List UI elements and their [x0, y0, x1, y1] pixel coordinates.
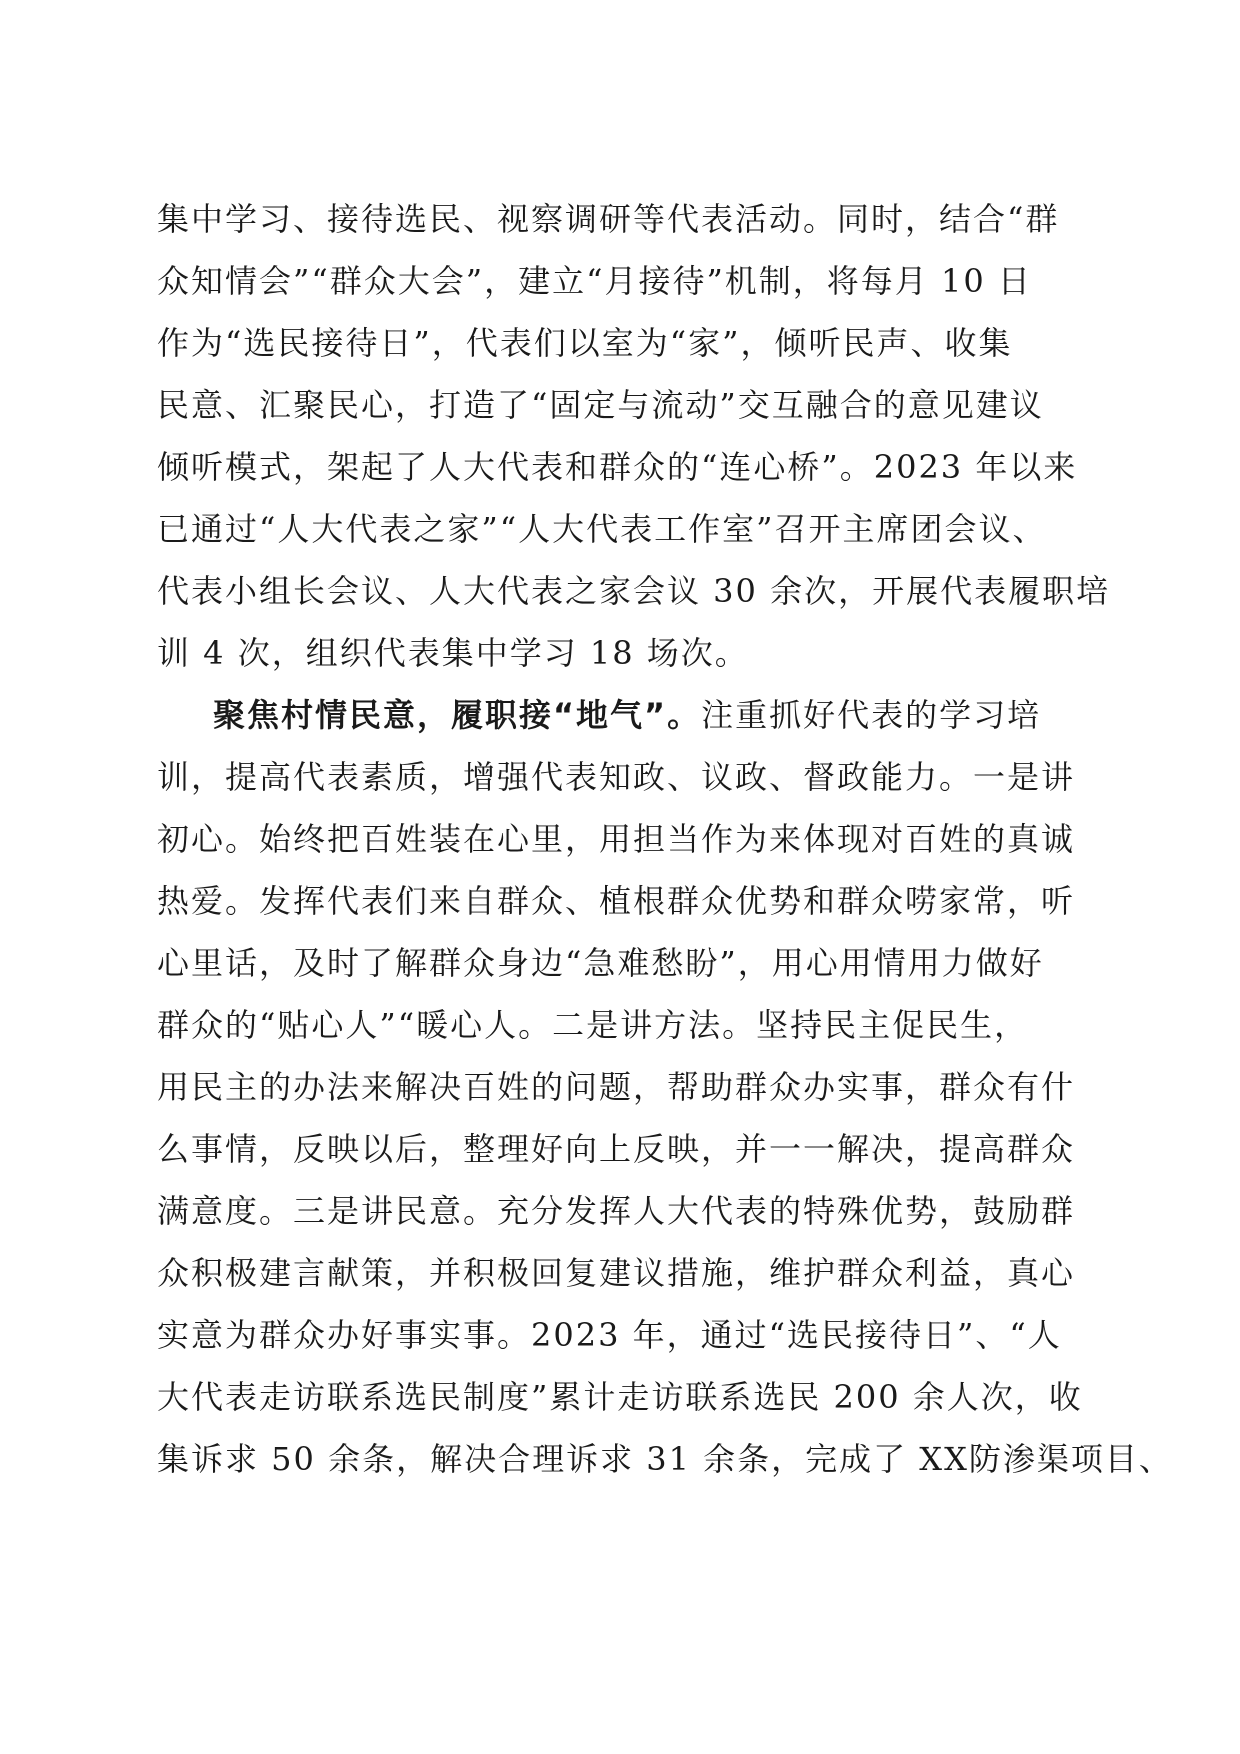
- text-line: 初心。始终把百姓装在心里，用担当作为来体现对百姓的真诚: [157, 820, 1076, 858]
- text-line: 么事情，反映以后，整理好向上反映，并一一解决，提高群众: [157, 1130, 1076, 1168]
- text-line: 大代表走访联系选民制度”累计走访联系选民 200 余人次，收: [157, 1378, 1083, 1416]
- text-line: 集中学习、接待选民、视察调研等代表活动。同时，结合“群: [157, 200, 1060, 238]
- paragraph-heading: 聚焦村情民意，履职接“地气”。: [213, 696, 702, 734]
- text-line: [157, 684, 1097, 746]
- text-run: 集诉求 50 余条，解决合理诉求 31 余条，完成了 XX: [157, 1440, 969, 1478]
- text-line: 满意度。三是讲民意。充分发挥人大代表的特殊优势，鼓励群: [157, 1192, 1076, 1230]
- paragraph-2: [157, 684, 1173, 1490]
- text-line: 训，提高代表素质，增强代表知政、议政、督政能力。一是讲: [157, 758, 1076, 796]
- text-line: 众积极建言献策，并积极回复建议措施，维护群众利益，真心: [157, 1254, 1076, 1292]
- text-line: 众知情会”“群众大会”，建立“月接待”机制，将每月 10 日: [157, 262, 1032, 300]
- text-run: 注重抓好代表的学习培: [701, 696, 1042, 734]
- text-line: 训 4 次，组织代表集中学习 18 场次。: [157, 634, 749, 672]
- text-line: 代表小组长会议、人大代表之家会议 30 余次，开展代表履职培: [157, 572, 1111, 610]
- text-line: 心里话，及时了解群众身边“急难愁盼”，用心用情用力做好: [157, 944, 1044, 982]
- text-line: 民意、汇聚民心，打造了“固定与流动”交互融合的意见建议: [157, 386, 1044, 424]
- text-run: 防渗渠项目、: [968, 1440, 1173, 1478]
- text-line: 倾听模式，架起了人大代表和群众的“连心桥”。2023 年以来: [157, 448, 1078, 486]
- body-text: [157, 188, 1173, 1490]
- text-line: 群众的“贴心人”“暖心人。二是讲方法。坚持民主促民生，: [157, 1006, 1029, 1044]
- text-line: 已通过“人大代表之家”“人大代表工作室”召开主席团会议、: [157, 510, 1047, 548]
- text-line: 实意为群众办好事实事。2023 年，通过“选民接待日”、“人: [157, 1316, 1062, 1354]
- text-line: [157, 1428, 1173, 1490]
- text-line: 用民主的办法来解决百姓的问题，帮助群众办实事，群众有什: [157, 1068, 1076, 1106]
- paragraph-1: [157, 188, 1111, 684]
- text-line: 热爱。发挥代表们来自群众、植根群众优势和群众唠家常，听: [157, 882, 1076, 920]
- text-line: 作为“选民接待日”，代表们以室为“家”，倾听民声、收集: [157, 324, 1013, 362]
